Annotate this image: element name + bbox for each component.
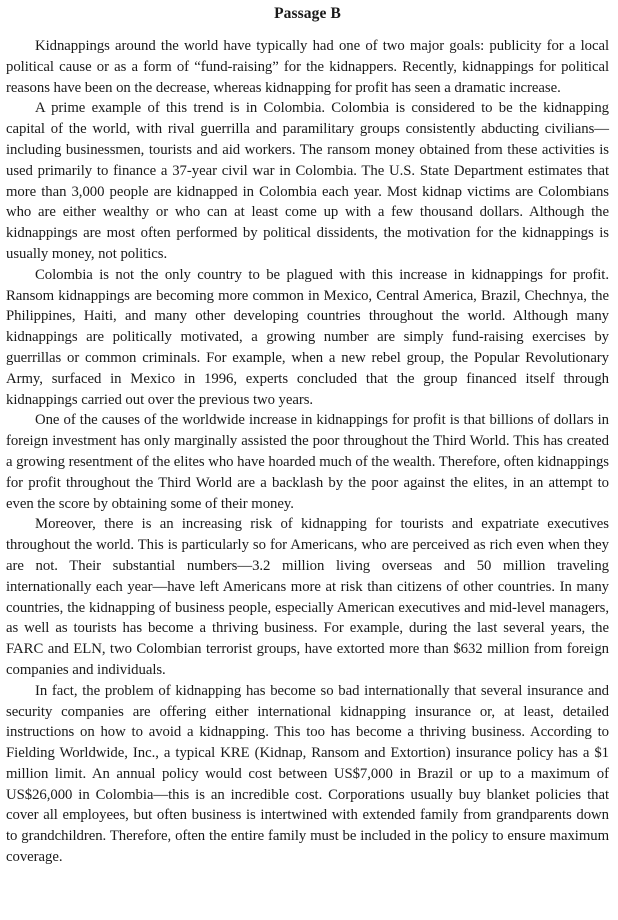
paragraph-3: Colombia is not the only country to be plagued with this increase in kidnappings for profit. Ransom kidnappings are becoming more common in Mexico, Central America, Brazil, Chechnya, the Philippines, Haiti, and many other developing countries throughout the world. Although many kidnappings are politically motivated, a growing number are simply fund-raising exercises by guerrillas or common criminals. For example, when a new rebel group, the Popular Revolutionary Army, surfaced in Mexico in 1996, experts concluded that the group financed itself through kidnappings carried out over the previous two years. bbox=[6, 266, 609, 408]
paragraph-1: Kidnappings around the world have typically had one of two major goals: publicity for a local political cause or as a form of “fund-raising” for the kidnappers. Recently, kidnappings for political reasons have been on the decrease, whereas kidnapping for profit has seen a dramatic increase. bbox=[6, 38, 609, 96]
paragraph-4: One of the causes of the worldwide increase in kidnappings for profit is that billions of dollars in foreign investment has only marginally assisted the poor throughout the Third World. This has created a growing resentment of the elites who have hoarded much of the wealth. Therefore, often kidnappings for profit throughout the Third World are a backlash by the poor against the elites, in an attempt to even the score by obtaining some of their money. bbox=[6, 412, 609, 512]
paragraph-5: Moreover, there is an increasing risk of kidnapping for tourists and expatriate executives throughout the world. This is particularly so for Americans, who are perceived as rich even when they are not. Their substantial numbers—3.2 million living overseas and 50 million traveling internationally each year—have left Americans more at risk than citizens of other countries. In many countries, the kidnapping of business people, especially American executives and mid-level managers, as well as tourists has become a thriving business. For example, during the last several years, the FARC and ELN, two Colombian terrorist groups, have extorted more than $632 million from foreign companies and individuals. bbox=[6, 516, 609, 678]
paragraph-2: A prime example of this trend is in Colombia. Colombia is considered to be the kidnapping capital of the world, with rival guerrilla and paramilitary groups consistently abducting civilians—including businessmen, tourists and aid workers. The ransom money obtained from these activities is used primarily to finance a 37-year civil war in Colombia. The U.S. State Department estimates that more than 3,000 people are kidnapped in Colombia each year. Most kidnap victims are Colombians who are either wealthy or who can at least come up with a few thousand dollars. Although the kidnappings are most often performed by political dissidents, the motivation for the kidnappings is usually money, not politics. bbox=[6, 100, 609, 262]
paragraph-6: In fact, the problem of kidnapping has become so bad internationally that several insurance and security companies are offering either international kidnapping insurance or, at least, detailed instructions on how to avoid a kidnapping. This too has become a thriving business. According to Fielding Worldwide, Inc., a typical KRE (Kidnap, Ransom and Extortion) insurance policy has a $1 million limit. An annual policy would cost between US$7,000 in Brazil or up to a maximum of US$26,000 in Colombia—this is an incredible cost. Corporations usually buy blanket policies that cover all employees, but often business is intertwined with extended family from grandparents down to grandchildren. Therefore, often the entire family must be included in the policy to ensure maximum coverage. bbox=[6, 682, 609, 866]
passage-title: Passage B bbox=[274, 5, 341, 22]
